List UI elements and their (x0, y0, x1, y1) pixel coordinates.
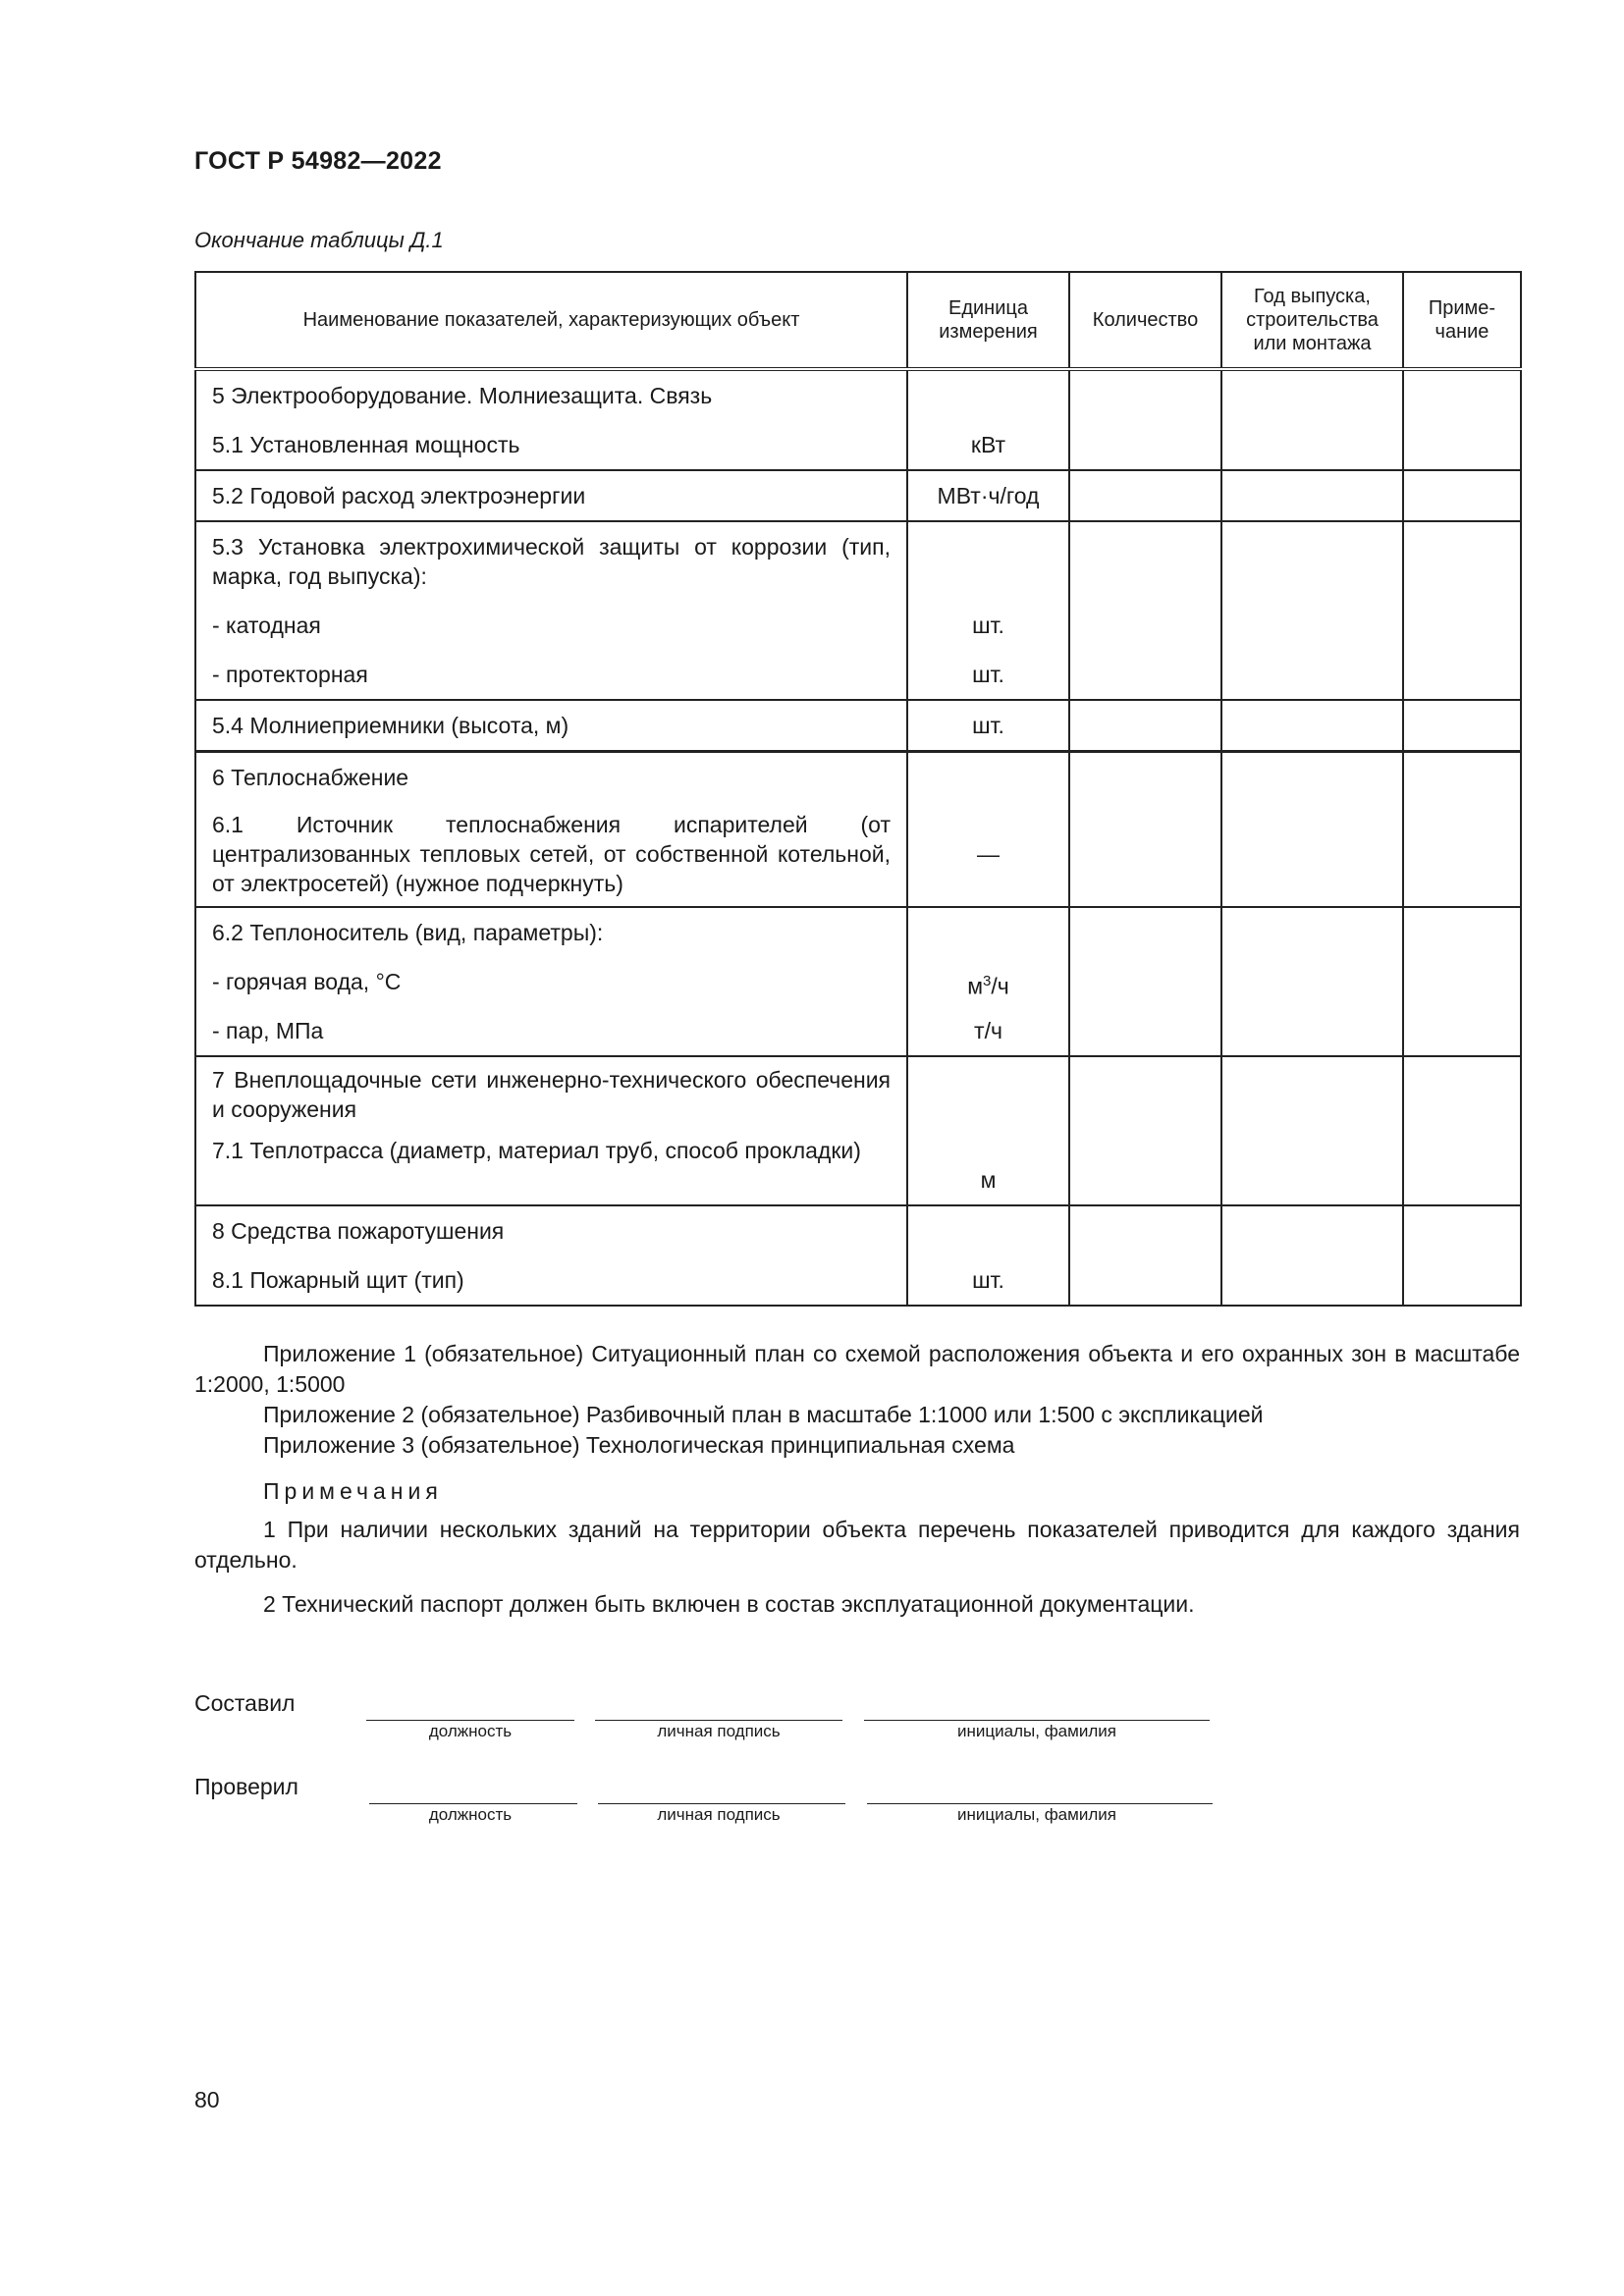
year-cell (1221, 907, 1403, 1056)
appendix-item: Приложение 3 (обязательное) Технологическая принципиальная схема (263, 1432, 1015, 1458)
note-cell (1403, 700, 1521, 752)
position-caption: должность (428, 1722, 513, 1740)
col-header-note: Приме- чание (1403, 272, 1521, 369)
col-header-quantity: Количество (1069, 272, 1221, 369)
signature-line (595, 1720, 842, 1721)
section-title: 5 Электрооборудование. Молниезащита. Связь (212, 383, 713, 408)
document-header: ГОСТ Р 54982—2022 (194, 147, 442, 175)
signature-checked-row (194, 1774, 1274, 1823)
row-name-cell: 8 Средства пожаротушения 8.1 Пожарный щит (тип) (195, 1205, 907, 1306)
signature-label: Проверил (194, 1774, 298, 1799)
unit-cell: шт. шт. (907, 521, 1069, 700)
passport-table (194, 271, 1522, 1307)
unit-cell: м (907, 1056, 1069, 1205)
signature-compiled-row (194, 1690, 1274, 1739)
signature-line (598, 1803, 845, 1804)
row-name-cell: 5 Электрооборудование. Молниезащита. Связь 5.1 Установленная мощность (195, 369, 907, 470)
quantity-cell (1069, 1056, 1221, 1205)
unit-cell: МВт·ч/год (907, 470, 1069, 521)
name-caption: инициалы, фамилия (957, 1805, 1116, 1824)
name-caption: инициалы, фамилия (957, 1722, 1116, 1740)
quantity-cell (1069, 521, 1221, 700)
quantity-cell (1069, 369, 1221, 470)
row-name-cell: 7 Внеплощадочные сети инженерно-технического обеспечения и сооружения 7.1 Теплотрасса (диаметр, материал труб, способ прокладки) (195, 1056, 907, 1205)
quantity-cell (1069, 752, 1221, 908)
unit-cell: $м^3/ч$ т/ч (907, 907, 1069, 1056)
row-name-cell: 5.4 Молниеприемники (высота, м) (195, 700, 907, 752)
note-item: 1 При наличии нескольких зданий на территории объекта перечень показателей приводится для каждого здания отдельно. (194, 1517, 1520, 1573)
page-number: 80 (194, 2087, 220, 2112)
name-line (867, 1803, 1213, 1804)
note-cell (1403, 752, 1521, 908)
year-cell (1221, 521, 1403, 700)
col-header-year: Год выпуска, строительства или монтажа (1221, 272, 1403, 369)
quantity-cell (1069, 907, 1221, 1056)
col-header-name: Наименование показателей, характеризующих объект (195, 272, 907, 369)
year-cell (1221, 1056, 1403, 1205)
note-item: 2 Технический паспорт должен быть включен в состав эксплуатационной документации. (263, 1591, 1195, 1617)
notes-title: Примечания (263, 1478, 443, 1504)
year-cell (1221, 369, 1403, 470)
table-caption: Окончание таблицы Д.1 (194, 228, 444, 252)
section-title: 6 Теплоснабжение (212, 765, 409, 790)
unit-cell: кВт (907, 369, 1069, 470)
position-line (366, 1720, 574, 1721)
note-cell (1403, 470, 1521, 521)
position-caption: должность (428, 1805, 513, 1824)
year-cell (1221, 1205, 1403, 1306)
quantity-cell (1069, 1205, 1221, 1306)
section-title: 7 Внеплощадочные сети инженерно-технического обеспечения и сооружения (212, 1067, 891, 1122)
table-row (195, 752, 1521, 908)
year-cell (1221, 700, 1403, 752)
row-name-cell: 5.3 Установка электрохимической защиты от коррозии (тип, марка, год выпуска): - катодная - протекторная (195, 521, 907, 700)
quantity-cell (1069, 470, 1221, 521)
signature-label: Составил (194, 1690, 296, 1716)
row-name-cell: 6.2 Теплоноситель (вид, параметры): - горячая вода, °С - пар, МПа (195, 907, 907, 1056)
table-row (195, 1056, 1521, 1205)
note-cell (1403, 369, 1521, 470)
unit-cell: шт. (907, 700, 1069, 752)
table-row (195, 1205, 1521, 1306)
signature-caption: личная подпись (657, 1722, 781, 1740)
table-row (195, 907, 1521, 1056)
signature-caption: личная подпись (657, 1805, 781, 1824)
col-header-unit: Единица измерения (907, 272, 1069, 369)
table-row (195, 521, 1521, 700)
unit-cubic-meter-per-hour: $м^3/ч$ (967, 973, 1009, 999)
name-line (864, 1720, 1210, 1721)
unit-cell: — (907, 752, 1069, 908)
unit-cell: шт. (907, 1205, 1069, 1306)
row-name-cell: 5.2 Годовой расход электроэнергии (195, 470, 907, 521)
appendix-item: Приложение 1 (обязательное) Ситуационный план со схемой расположения объекта и его охранных зон в масштабе 1:2000, 1:5000 (194, 1341, 1520, 1397)
note-cell (1403, 1205, 1521, 1306)
quantity-cell (1069, 700, 1221, 752)
appendices-block (194, 1339, 1520, 1620)
note-cell (1403, 1056, 1521, 1205)
note-cell (1403, 521, 1521, 700)
table-row (195, 369, 1521, 470)
table-row (195, 700, 1521, 752)
appendix-item: Приложение 2 (обязательное) Разбивочный план в масштабе 1:1000 или 1:500 с экспликацией (263, 1402, 1264, 1427)
table-row (195, 470, 1521, 521)
row-name-cell: 6 Теплоснабжение 6.1 Источник теплоснабжения испарителей (от централизованных тепловых сетей, от собственной котельной, от электросетей) (нужное подчеркнуть) (195, 752, 907, 908)
position-line (369, 1803, 577, 1804)
section-title: 8 Средства пожаротушения (212, 1218, 505, 1244)
year-cell (1221, 470, 1403, 521)
year-cell (1221, 752, 1403, 908)
table-header-row (195, 272, 1521, 369)
note-cell (1403, 907, 1521, 1056)
